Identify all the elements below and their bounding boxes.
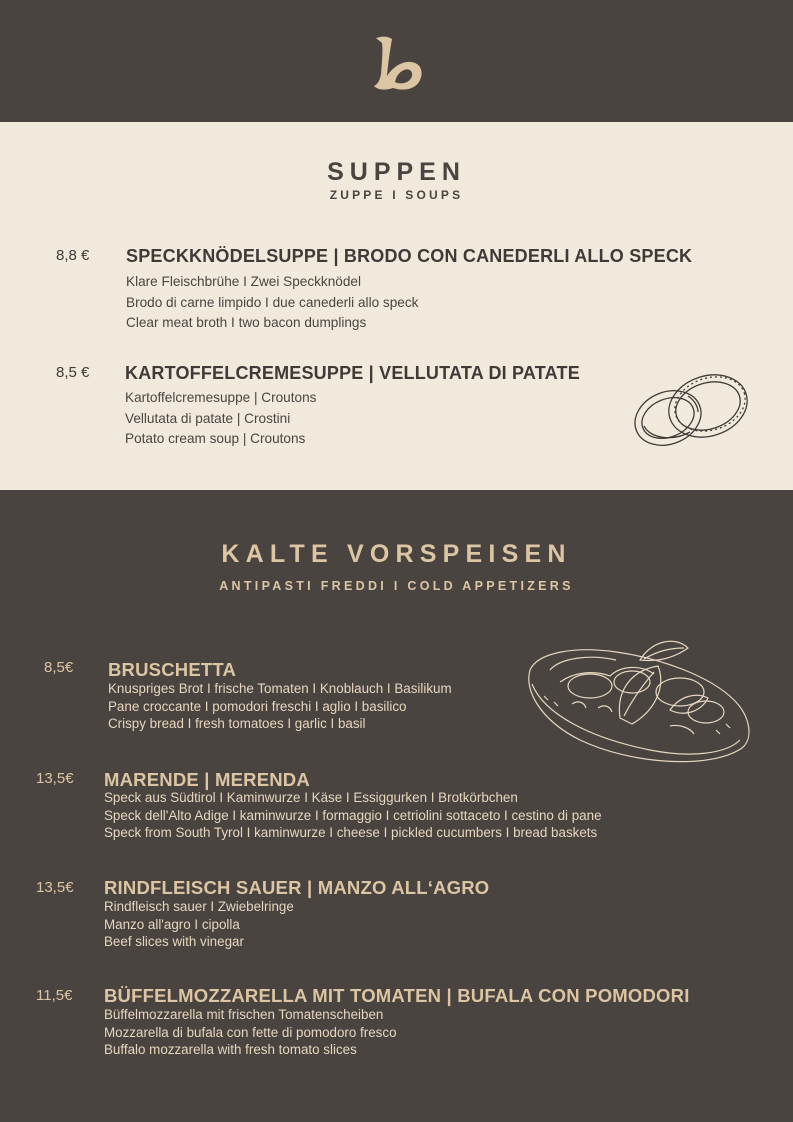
description-line: Buffalo mozzarella with fresh tomato slices [104, 1042, 357, 1057]
section-subtitle: ANTIPASTI FREDDI I COLD APPETIZERS [219, 579, 574, 593]
item-name: SPECKKNÖDELSUPPE | BRODO CON CANEDERLI ALLO SPECK [126, 246, 693, 266]
item-description [125, 388, 316, 450]
description-line: Mozzarella di bufala con fette di pomodoro fresco [104, 1024, 397, 1040]
bruschetta-sketch-icon [520, 630, 752, 772]
rings-sketch-icon [628, 366, 754, 450]
item-name: BÜFFELMOZZARELLA MIT TOMATEN | BUFALA CON POMODORI [104, 985, 690, 1006]
item-description [104, 1006, 397, 1059]
item-price: 8,5 € [56, 364, 90, 381]
description-line: Rindfleisch sauer I Zwiebelringe [104, 899, 294, 914]
description-line: Speck from South Tyrol I kaminwurze I cheese I pickled cucumbers I bread baskets [104, 825, 598, 840]
section-subtitle: ZUPPE I SOUPS [329, 188, 464, 202]
description-line: Vellutata di patate | Crostini [125, 410, 291, 426]
description-line: Manzo all'agro I cipolla [104, 916, 240, 932]
description-line: Kartoffelcremesuppe | Croutons [125, 390, 317, 405]
description-line: Beef slices with vinegar [104, 934, 244, 949]
description-line: Speck aus Südtirol I Kaminwurze I Käse I Essiggurken I Brotkörbchen [104, 790, 518, 805]
item-name: RINDFLEISCH SAUER | MANZO ALL‘AGRO [104, 877, 490, 898]
description-line: Crispy bread I fresh tomatoes I garlic I basil [108, 716, 366, 731]
header-band [0, 0, 793, 122]
logo-icon [362, 30, 432, 94]
description-line: Brodo di carne limpido I due canederli allo speck [126, 294, 419, 310]
description-line: Speck dell'Alto Adige I kaminwurze I formaggio I cetriolini sottaceto I cestino di pane [104, 807, 602, 823]
item-description [126, 272, 418, 334]
item-price: 8,8 € [56, 247, 90, 264]
item-name: KARTOFFELCREMESUPPE | VELLUTATA DI PATATE [125, 363, 580, 383]
section-title: SUPPEN [327, 158, 466, 186]
item-description [104, 789, 602, 842]
item-name: BRUSCHETTA [108, 659, 237, 680]
section-title: KALTE VORSPEISEN [221, 540, 572, 568]
description-line: Pane croccante I pomodori freschi I aglio I basilico [108, 698, 407, 714]
soups-section [0, 122, 793, 490]
item-name: MARENDE | MERENDA [104, 769, 310, 790]
item-price: 11,5€ [36, 987, 73, 1004]
description-line: Potato cream soup | Croutons [125, 431, 306, 446]
cold-appetizers-section [0, 490, 793, 1122]
description-line: Clear meat broth I two bacon dumplings [126, 315, 367, 330]
item-price: 13,5€ [36, 770, 74, 787]
item-price: 8,5€ [44, 659, 74, 676]
description-line: Klare Fleischbrühe I Zwei Speckknödel [126, 274, 361, 289]
item-price: 13,5€ [36, 879, 74, 896]
description-line: Büffelmozzarella mit frischen Tomatenscheiben [104, 1007, 384, 1022]
item-description [108, 680, 452, 733]
item-description [104, 898, 294, 951]
description-line: Knuspriges Brot I frische Tomaten I Knoblauch I Basilikum [108, 681, 452, 696]
